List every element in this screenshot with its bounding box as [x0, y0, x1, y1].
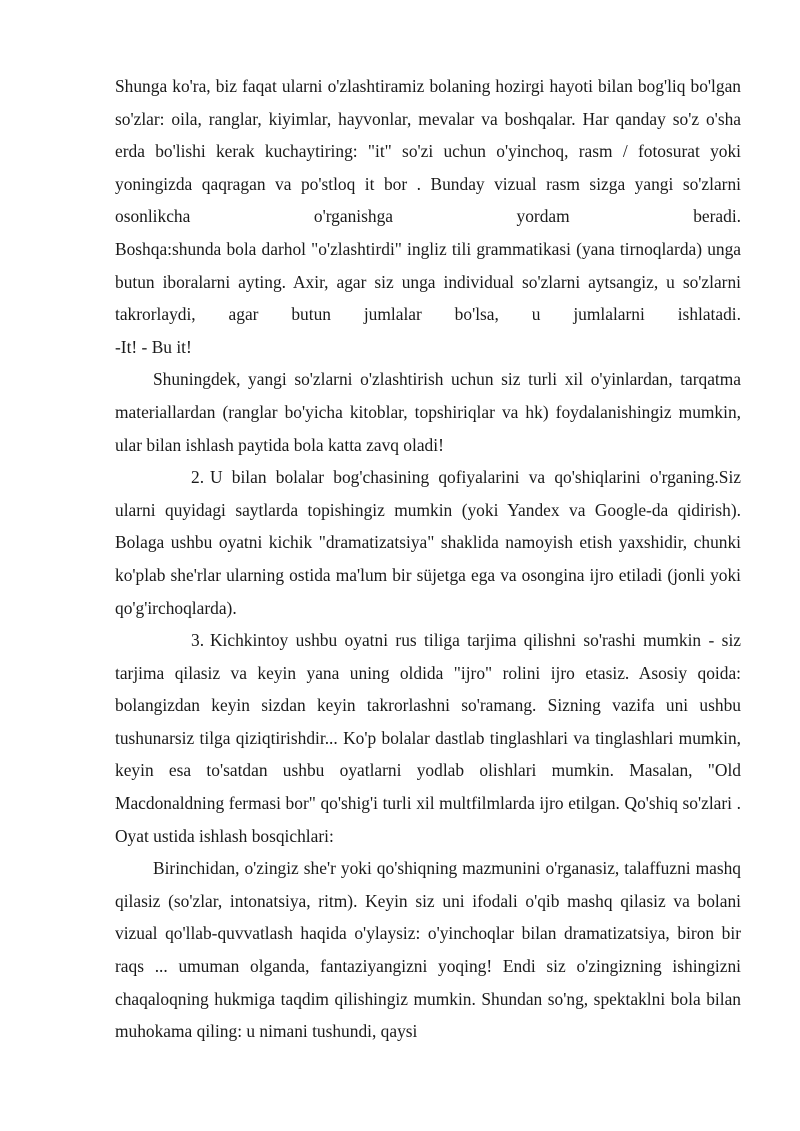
paragraph-vocabulary	[115, 70, 741, 363]
paragraph-games: Shuningdek, yangi so'zlarni o'zlashtirish uchun siz turli xil o'yinlardan, tarqatma materiallardan (ranglar bo'yicha kitoblar, topshiriqlar va hk) foydalanishingiz mumkin, ular bilan ishlash paytida bola katta zavq oladi!	[115, 369, 741, 455]
paragraph-steps: Birinchidan, o'zingiz she'r yoki qo'shiqning mazmunini o'rganasiz, talaffuzni mashq qilasiz (so'zlar, intonatsiya, ritm). Keyin siz uni ifodali o'qib mashq qilasiz va bolani vizual qo'llab-quvvatlash haqida o'ylaysiz: o'yinchoqlar bilan dramatizatsiya, biron bir raqs ... umuman olganda, fantaziyangizni yoqing! Endi siz o'zingizning ishingizni chaqaloqning hukmiga taqdim qilishingiz mumkin. Shundan so'ng, spektaklni bola bilan muhokama qiling: u nimani tushundi, qaysi	[115, 858, 741, 1042]
paragraph-line: Shunga ko'ra, biz faqat ularni o'zlashtiramiz bolaning hozirgi hayoti bilan bog'liq bo'lgan so'zlar: oila, ranglar, kiyimlar, hayvonlar, mevalar va boshqalar. Har qanday so'z o'sha erda bo'lishi kerak kuchaytiring: "it" so'zi uchun o'yinchoq, rasm / fotosurat yoki yoningizda qaqragan va po'stloq it bor . Bunday vizual rasm sizga yangi so'zlarni osonlikcha o'rganishga yordam beradi.	[115, 76, 741, 227]
list-item-text: U bilan bolalar bog'chasining qofiyalarini va qo'shiqlarini o'rganing.Siz ularni quyidagi saytlarda topishingiz mumkin (yoki Yandex va Google-da qidirish). Bolaga ushbu oyatni kichik "dramatizatsiya" shaklida namoyish etish yaxshidir, chunki ko'plab she'rlar ularning ostida ma'lum bir süjetga ega va osongina ijro etiladi (jonli yoki qo'g'irchoqlarda).	[115, 467, 741, 618]
list-number: 2.	[191, 467, 205, 488]
paragraph-line: Boshqa:shunda bola darhol "o'zlashtirdi" ingliz tili grammatikasi (yana tirnoqlarda) unga butun iboralarni ayting. Axir, agar siz unga individual so'zlarni aytsangiz, u so'zlarni takrorlaydi, agar butun jumlalar bo'lsa, u jumlalarni ishlatadi.	[115, 238, 741, 325]
document-page	[115, 70, 741, 1048]
list-number: 3.	[191, 630, 205, 651]
list-item-2	[115, 461, 741, 624]
list-item-text: Kichkintoy ushbu oyatni rus tiliga tarjima qilishni so'rashi mumkin - siz tarjima qilasiz va keyin yana uning oldida "ijro" rolini ijro etasiz. Asosiy qoida: bolangizdan keyin sizdan keyin takrorlashni so'ramang. Sizning vazifa uni ushbu tushunarsiz tilga qiziqtirishdir... Ko'p bolalar dastlab tinglashlari va tinglashlari mumkin, keyin esa to'satdan ushbu oyatlarni yodlab olishlari mumkin. Masalan, "Old Macdonaldning fermasi bor" qo'shig'i turli xil multfilmlarda ijro etilgan. Qo'shiq so'zlari . Oyat ustida ishlash bosqichlari:	[115, 630, 741, 846]
paragraph-line: -It! - Bu it!	[115, 336, 192, 357]
list-item-3	[115, 624, 741, 852]
